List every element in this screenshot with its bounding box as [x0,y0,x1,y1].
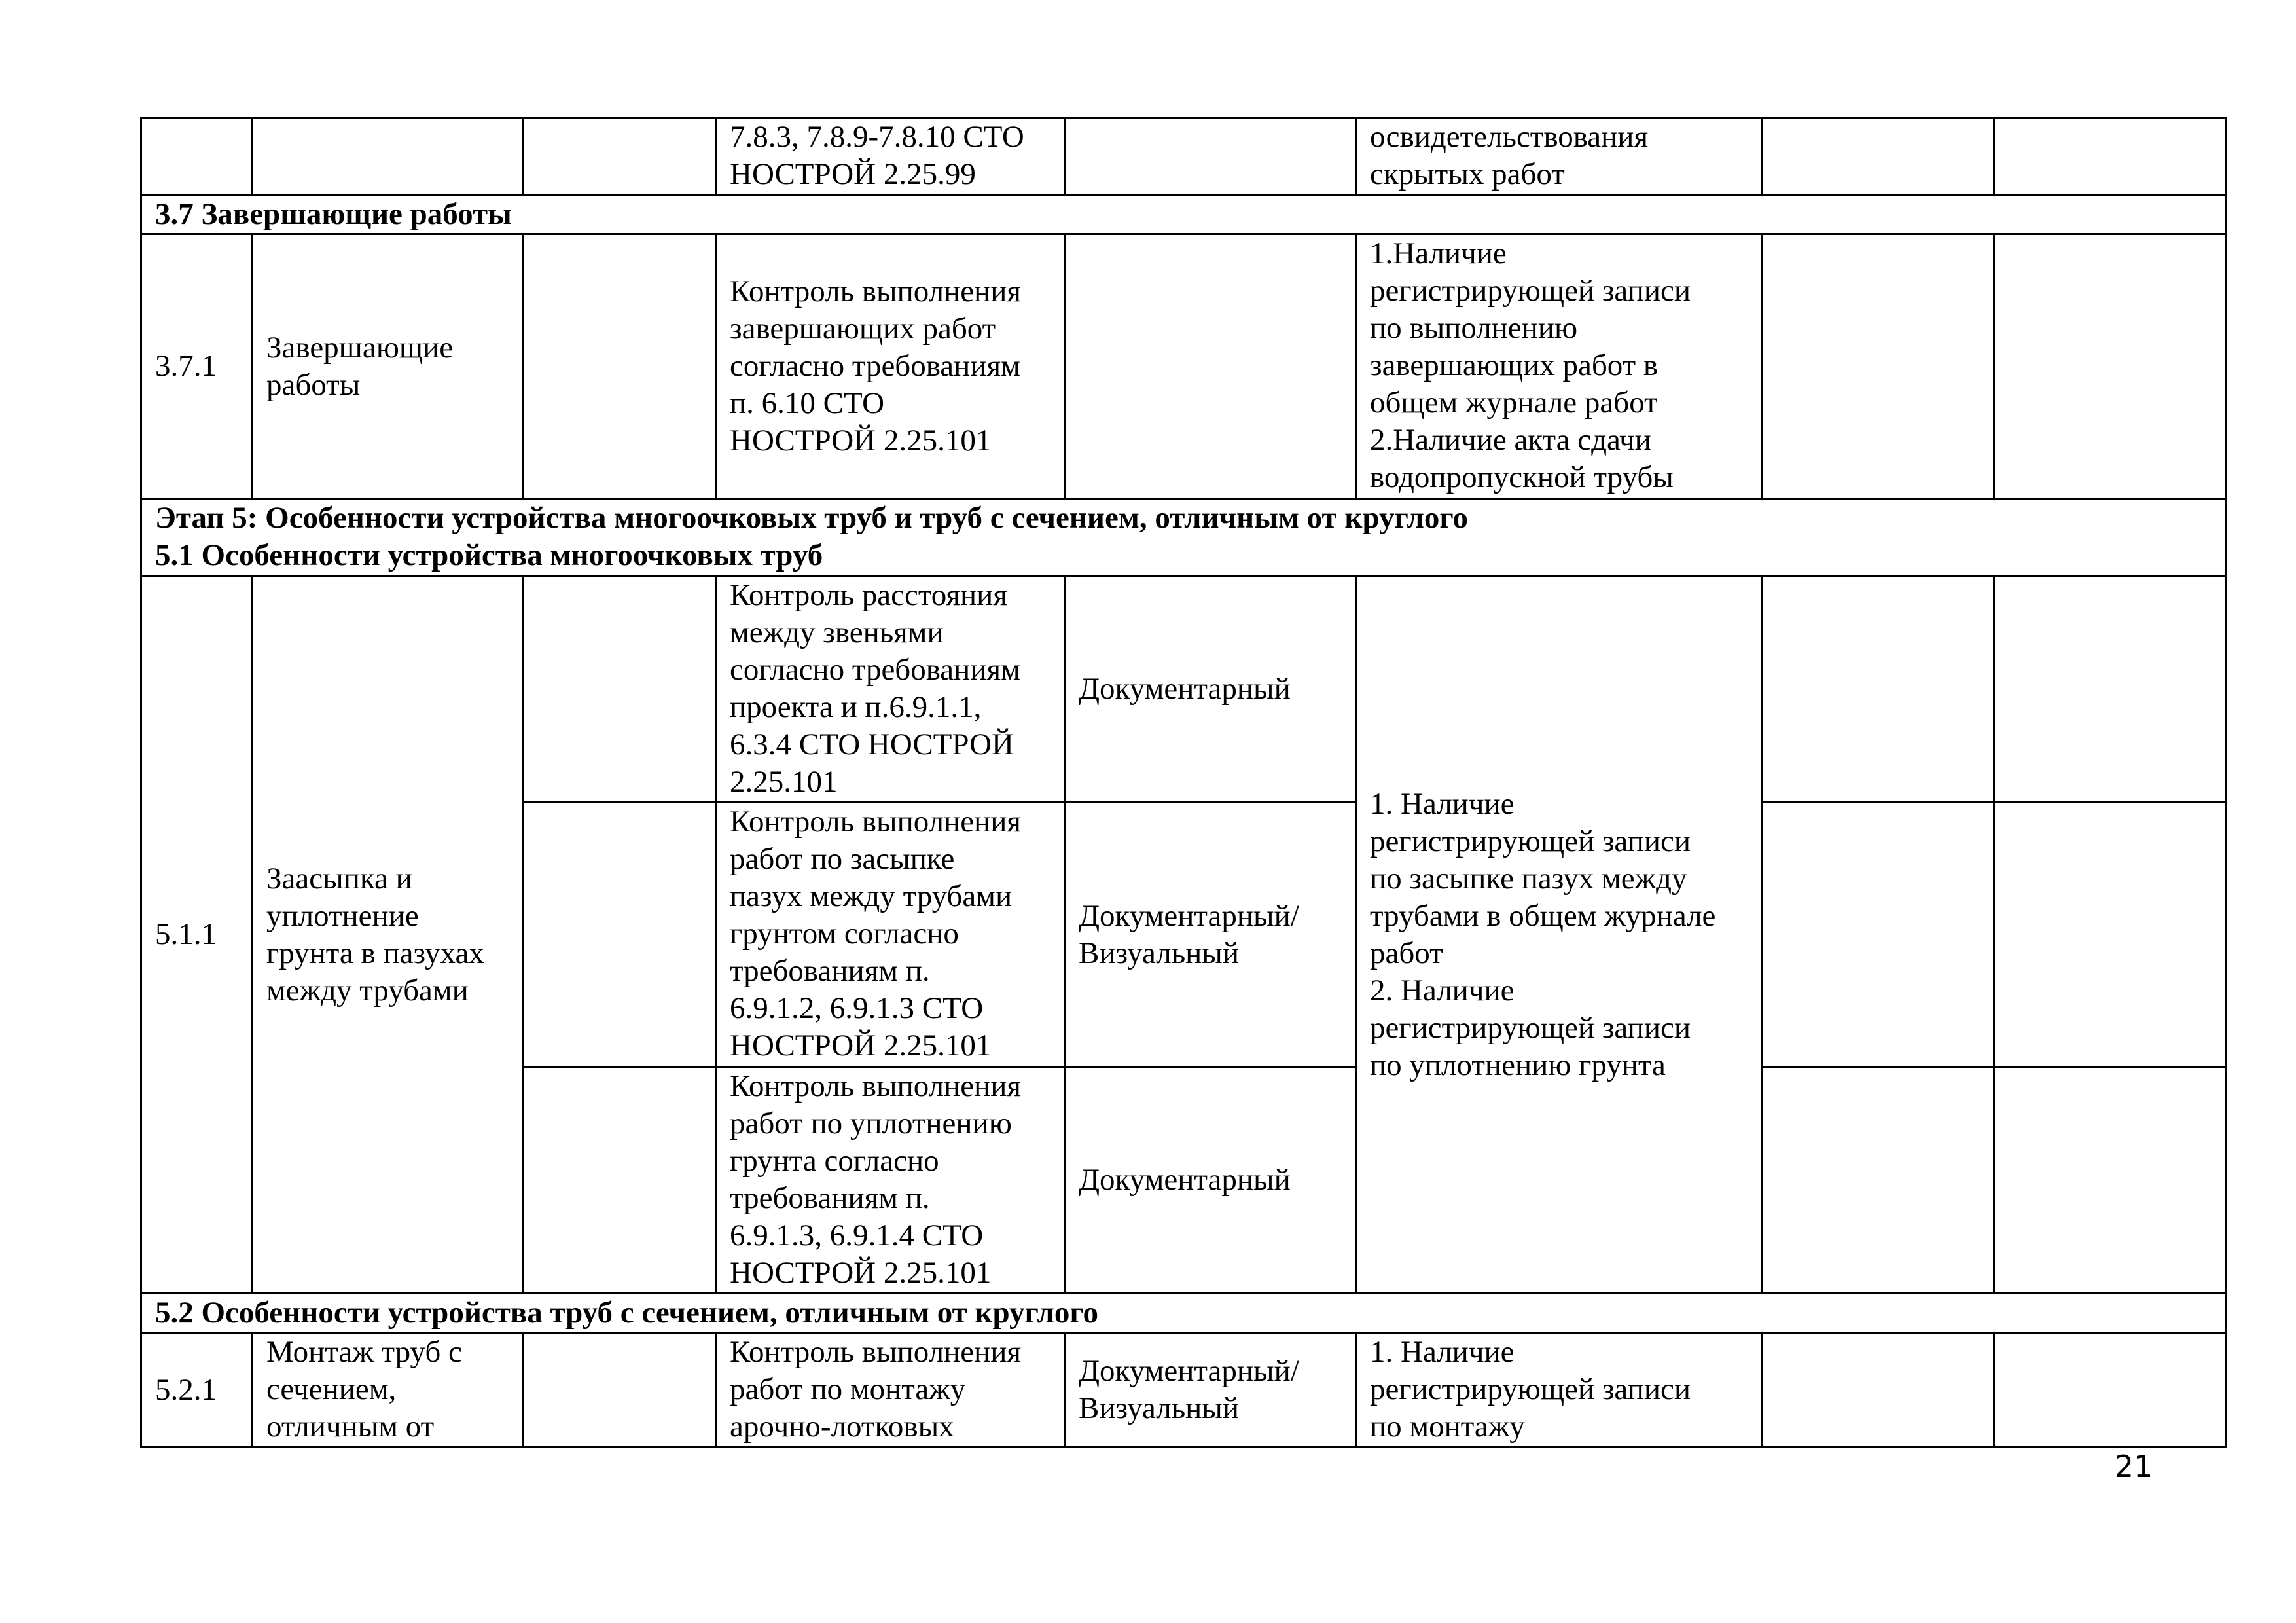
cell-result: 1. Наличие регистрирующей записи по монтажу [1356,1333,1763,1448]
table-row [141,118,2227,195]
cell-method: Документарный [1065,1067,1356,1294]
cell-empty [1763,1067,1994,1294]
cell-empty [1994,118,2227,195]
cell-empty [1994,576,2227,803]
cell-number: 5.2.1 [141,1333,253,1448]
cell-control: Контроль выполнения работ по засыпке пазух между трубами грунтом согласно требованиям п. 6.9.1.2, 6.9.1.3 СТО НОСТРОЙ 2.25.101 [716,803,1065,1067]
cell-empty [141,118,253,195]
cell-empty [1763,1333,1994,1448]
cell-result: 1. Наличие регистрирующей записи по засыпке пазух между трубами в общем журнале работ 2. Наличие регистрирующей записи по уплотнению грунта [1356,576,1763,1294]
cell-method: Документарный [1065,576,1356,803]
cell-empty [523,803,716,1067]
inspection-table [140,117,2227,1448]
section-heading-5-2: 5.2 Особенности устройства труб с сечением, отличным от круглого [141,1294,2227,1333]
cell-method: Документарный/ Визуальный [1065,1333,1356,1448]
cell-empty [1994,1333,2227,1448]
cell-control-doc: 7.8.3, 7.8.9-7.8.10 СТО НОСТРОЙ 2.25.99 [716,118,1065,195]
cell-empty [1763,576,1994,803]
cell-empty [1994,234,2227,499]
table-row [141,234,2227,499]
cell-empty [523,1067,716,1294]
cell-number: 5.1.1 [141,576,253,1294]
section-row [141,1294,2227,1333]
cell-empty [1994,1067,2227,1294]
cell-empty [1065,234,1356,499]
cell-empty [1065,118,1356,195]
page-number: 21 [2114,1449,2153,1484]
table-row [141,576,2227,803]
cell-empty [523,1333,716,1448]
cell-empty [1763,234,1994,499]
cell-control: Контроль выполнения работ по уплотнению грунта согласно требованиям п. 6.9.1.3, 6.9.1.4 СТО НОСТРОЙ 2.25.101 [716,1067,1065,1294]
cell-empty [1994,803,2227,1067]
cell-control: Контроль расстояния между звеньями согласно требованиям проекта и п.6.9.1.1, 6.3.4 СТО НОСТРОЙ 2.25.101 [716,576,1065,803]
section-row [141,499,2227,576]
cell-control: Контроль выполнения завершающих работ согласно требованиям п. 6.10 СТО НОСТРОЙ 2.25.101 [716,234,1065,499]
section-row [141,195,2227,234]
cell-number: 3.7.1 [141,234,253,499]
cell-result: 1.Наличие регистрирующей записи по выполнению завершающих работ в общем журнале работ 2.Наличие акта сдачи водопропускной трубы [1356,234,1763,499]
table-row [141,1333,2227,1448]
cell-result: освидетельствования скрытых работ [1356,118,1763,195]
cell-empty [1763,803,1994,1067]
cell-control: Контроль выполнения работ по монтажу арочно-лотковых [716,1333,1065,1448]
section-heading-3-7: 3.7 Завершающие работы [141,195,2227,234]
cell-empty [253,118,523,195]
cell-work-name: Заасыпка и уплотнение грунта в пазухах между трубами [253,576,523,1294]
cell-method: Документарный/ Визуальный [1065,803,1356,1067]
cell-empty [523,234,716,499]
cell-work-name: Монтаж труб с сечением, отличным от [253,1333,523,1448]
section-heading-stage-5: Этап 5: Особенности устройства многоочковых труб и труб с сечением, отличным от круглого 5.1 Особенности устройства многоочковых труб [141,499,2227,576]
cell-empty [523,576,716,803]
cell-work-name: Завершающие работы [253,234,523,499]
cell-empty [1763,118,1994,195]
cell-empty [523,118,716,195]
